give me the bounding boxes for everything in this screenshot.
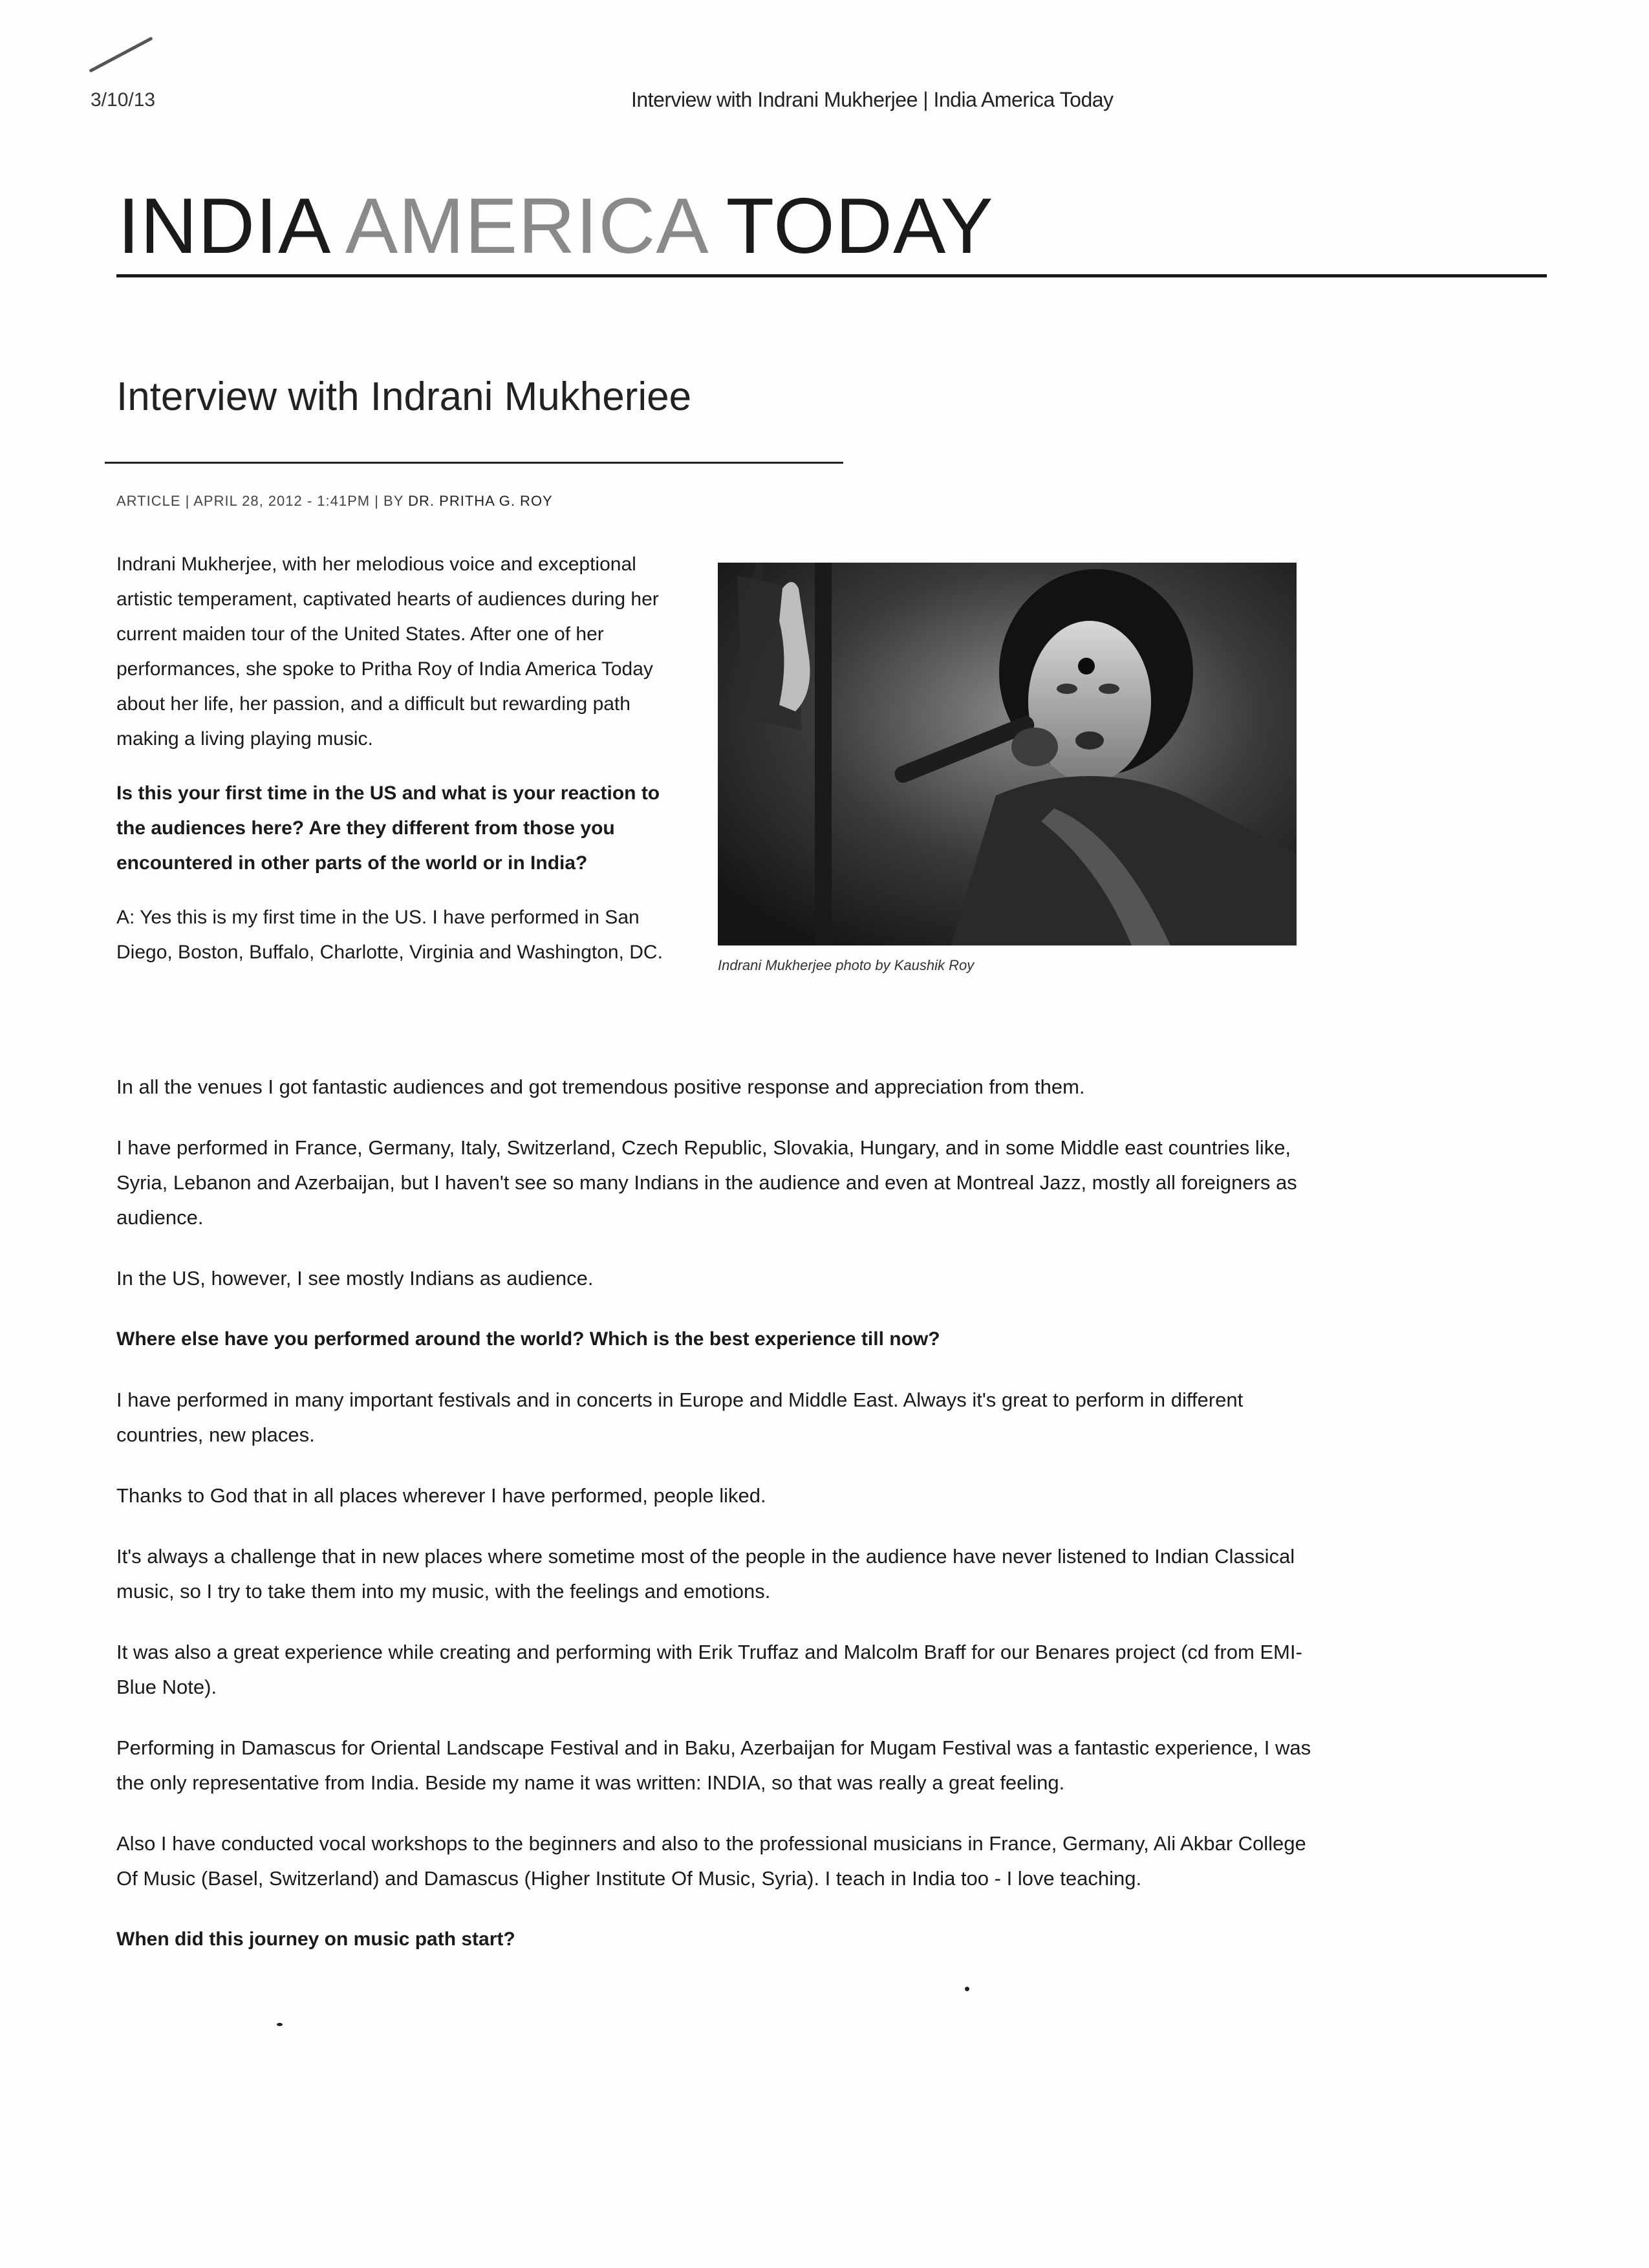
masthead-word-america: AMERICA xyxy=(345,182,705,270)
article-byline xyxy=(116,493,553,510)
article-body xyxy=(116,1070,1332,1983)
paragraph-thanks: Thanks to God that in all places wherever I have performed, people liked. xyxy=(116,1484,766,1507)
masthead-logo[interactable] xyxy=(118,182,994,270)
paragraph-venues: In all the venues I got fantastic audiences and got tremendous positive response and appreciation from them. xyxy=(116,1075,1085,1098)
article-title: Interview with Indrani Mukheriee xyxy=(116,374,692,419)
answer-first-time-us: A: Yes this is my first time in the US. I have performed in San Diego, Boston, Buffalo, Charlotte, Virginia and Washington, DC. xyxy=(116,907,663,963)
question-first-time-us: Is this your first time in the US and what is your reaction to the audiences here? Are they different from those you encountered in other parts of the world or in India? xyxy=(116,783,660,874)
intro-paragraph: Indrani Mukherjee, with her melodious voice and exceptional artistic temperament, captivated hearts of audiences during her current maiden tour of the United States. After one of her performances, she spoke to Pritha Roy of India America Today about her life, her passion, and a difficult but rewarding path making a living playing music. xyxy=(116,554,659,750)
paragraph-us-audience: In the US, however, I see mostly Indians as audience. xyxy=(116,1267,594,1290)
masthead-divider xyxy=(116,274,1547,277)
pen-mark xyxy=(89,36,153,72)
print-page-title: Interview with Indrani Mukherjee | India America Today xyxy=(631,88,1114,111)
paragraph-damascus: Performing in Damascus for Oriental Landscape Festival and in Baku, Azerbaijan for Mugam Festival was a fantastic experience, I was the only representative from India. Beside my name it was written: INDIA, so that was really a great feeling. xyxy=(116,1736,1311,1794)
title-divider xyxy=(105,462,843,464)
singer-photo-image xyxy=(718,563,1297,945)
print-date: 3/10/13 xyxy=(91,89,156,111)
question-performed-world: Where else have you performed around the world? Which is the best experience till now? xyxy=(116,1328,940,1350)
masthead-word-india: INDIA xyxy=(118,182,327,270)
article-photo xyxy=(718,563,1297,945)
intro-column xyxy=(116,547,685,989)
masthead-word-today: TODAY xyxy=(726,182,994,270)
paragraph-countries: I have performed in France, Germany, Italy, Switzerland, Czech Republic, Slovakia, Hungary, and in some Middle east countries like, Syria, Lebanon and Azerbaijan, but I haven't see so many Indians in the audience and even at Montreal Jazz, mostly all foreigners as audience. xyxy=(116,1136,1297,1229)
question-journey-start: When did this journey on music path start? xyxy=(116,1928,515,1950)
paragraph-challenge: It's always a challenge that in new places where sometime most of the people in the audience have never listened to Indian Classical music, so I try to take them into my music, with the feelings and emotions. xyxy=(116,1545,1295,1603)
byline-author-link[interactable]: DR. PRITHA G. ROY xyxy=(408,493,553,509)
scan-speck xyxy=(277,2023,283,2026)
photo-caption: Indrani Mukherjee photo by Kaushik Roy xyxy=(718,957,975,973)
scan-speck xyxy=(965,1987,969,1991)
paragraph-festivals: I have performed in many important festivals and in concerts in Europe and Middle East. Always it's great to perform in different countries, new places. xyxy=(116,1388,1244,1446)
byline-meta: ARTICLE | APRIL 28, 2012 - 1:41PM | BY xyxy=(116,493,404,509)
paragraph-workshops: Also I have conducted vocal workshops to the beginners and also to the professional musicians in France, Germany, Ali Akbar College Of Music (Basel, Switzerland) and Damascus (Higher Institute Of Music, Syria). I teach in India too - I love teaching. xyxy=(116,1832,1306,1890)
paragraph-benares: It was also a great experience while creating and performing with Erik Truffaz and Malcolm Braff for our Benares project (cd from EMI-Blue Note). xyxy=(116,1641,1302,1698)
